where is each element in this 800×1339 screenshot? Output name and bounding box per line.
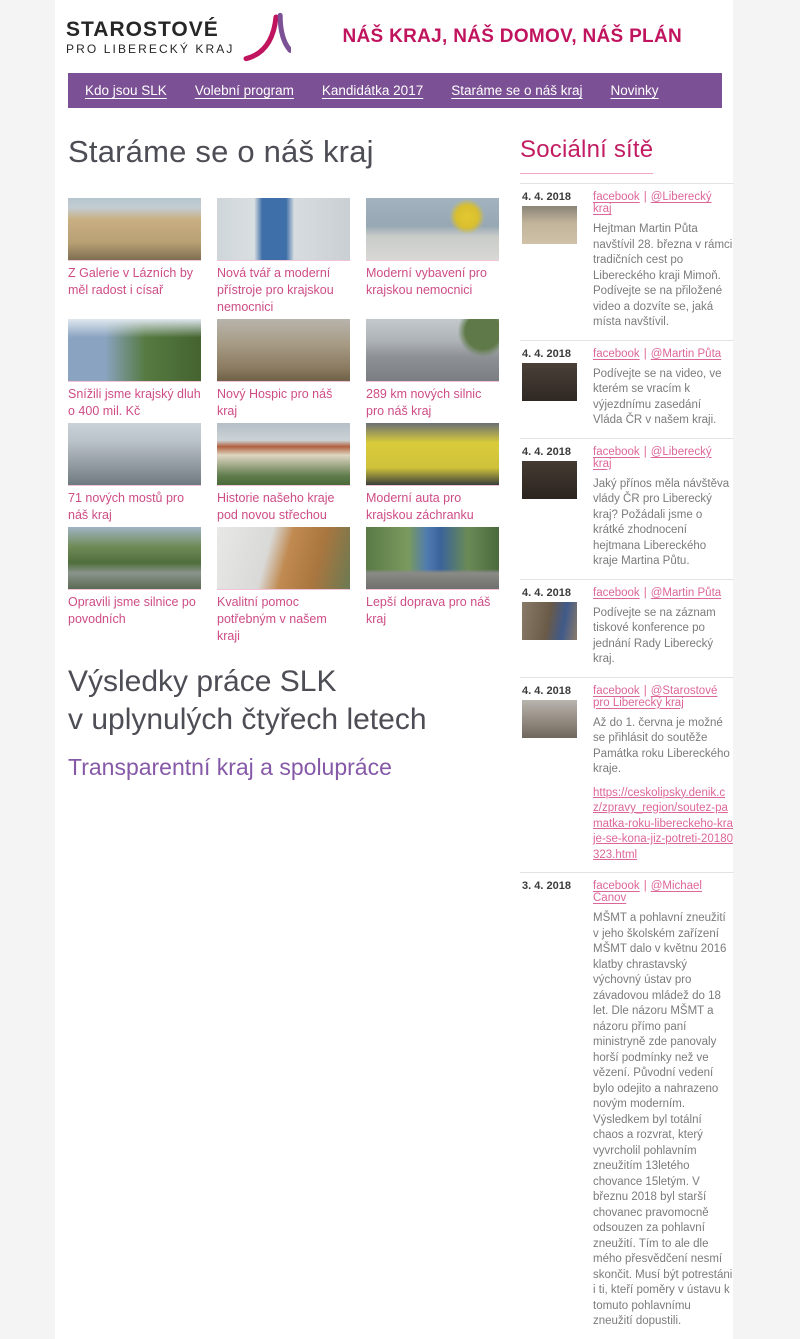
feed-post-text: MŠMT a pohlavní zneužití v jeho školském zařízení MŠMT dalo v květnu 2016 klatby chrastavský výchovný ústav pro závadovou mládež do 18 let. Dle názoru MŠMT a názoru přímo paní ministryně zde panovaly horší podmínky než ve vězení. Původní vedení bylo odejito a nahrazeno novým moderním. Výsledkem byl totální chaos a rozvrat, který vyvrcholil pohlavním zneužitím 13letého chovance 15letým. V březnu 2018 byl starší chovanec pravomocně odsouzen za pohlavní zneužití. Tím to ale dle mého přesvědčení nesmí skončit. Musí být potrestáni i ti, kteří poměry v ústavu k tomuto pohlavnímu zneužití dopustili.	[593, 912, 733, 1327]
separator: |	[643, 880, 647, 892]
feed-date-column	[522, 587, 586, 668]
feed-body	[593, 587, 733, 668]
site-header	[55, 0, 733, 73]
card-title[interactable]: Kvalitní pomoc potřebným v našem kraji	[217, 595, 327, 643]
social-sidebar	[520, 108, 733, 1339]
nav-item-novinky[interactable]: Novinky	[610, 83, 659, 98]
separator: |	[643, 684, 647, 697]
feed-item	[520, 579, 733, 677]
feed-date-column	[522, 348, 586, 429]
separator: |	[643, 445, 647, 458]
feed-source-links	[593, 446, 733, 470]
feed-post-text: Jaký přínos měla návštěva vlády ČR pro Liberecký kraj? Požádali jsme o krátké zhodnocení hejtmana Libereckého kraje Martina Půtu.	[593, 477, 730, 567]
card-mosty[interactable]	[68, 423, 201, 524]
results-heading	[68, 663, 500, 739]
card-doprava[interactable]	[366, 527, 499, 645]
feed-date-column	[522, 880, 586, 1330]
feed-date-column	[522, 685, 586, 864]
account-link[interactable]: @Liberecký kraj	[593, 191, 712, 215]
account-link[interactable]: @Michael Canov	[593, 880, 702, 904]
sidebar-heading: Sociální sítě	[520, 136, 653, 174]
card-title[interactable]: Moderní vybavení pro krajskou nemocnici	[366, 266, 487, 297]
results-subheading[interactable]: Transparentní kraj a spolupráce	[68, 754, 392, 780]
card-hospic[interactable]	[217, 319, 350, 420]
feed-article-link[interactable]: https://ceskolipsky.denik.cz/zpravy_region/soutez-pamatka-roku-libereckeho-kraje-se-kona-jiz-potreti-20180323.html	[593, 786, 733, 861]
photo-lazne-gallery-building[interactable]	[68, 198, 201, 261]
photo-hospice-building[interactable]	[217, 319, 350, 382]
card-nemocnice-vybaveni[interactable]	[366, 198, 499, 316]
feed-item	[520, 438, 733, 579]
separator: |	[643, 347, 647, 360]
facebook-link[interactable]: facebook	[593, 880, 640, 892]
card-title[interactable]: 71 nových mostů pro náš kraj	[68, 491, 185, 522]
feed-item	[520, 183, 733, 340]
facebook-link[interactable]: facebook	[593, 347, 640, 360]
feed-source-links	[593, 880, 733, 904]
logo-text	[66, 19, 235, 55]
feed-post-text: Až do 1. června je možné se přihlásit do soutěže Památka roku Libereckého kraje.	[593, 716, 730, 775]
feed-date-column	[522, 191, 586, 331]
feed-body	[593, 880, 733, 1330]
nav-item-kdo-jsou-slk[interactable]: Kdo jsou SLK	[85, 83, 167, 98]
facebook-link[interactable]: facebook	[593, 445, 640, 458]
facebook-link[interactable]: facebook	[593, 684, 640, 697]
account-link[interactable]: @Martin Půta	[650, 586, 722, 599]
feed-date: 4. 4. 2018	[522, 191, 571, 203]
photo-new-road[interactable]	[366, 319, 499, 382]
logo-subtitle: PRO LIBERECKÝ KRAJ	[66, 41, 235, 56]
feed-body	[593, 191, 733, 331]
feed-item	[520, 677, 733, 873]
card-title[interactable]: Nová tvář a moderní přístroje pro krajskou nemocnici	[217, 266, 334, 314]
main-area	[55, 108, 733, 1339]
results-heading-line2: v uplynulých čtyřech letech	[68, 703, 427, 736]
feed-date: 4. 4. 2018	[522, 586, 571, 599]
facebook-link[interactable]: facebook	[593, 191, 640, 203]
separator: |	[643, 191, 647, 203]
photo-video-still-man	[522, 461, 577, 499]
photo-blue-train[interactable]	[366, 527, 499, 590]
separator: |	[643, 586, 647, 599]
content-column	[68, 108, 500, 1339]
social-feed	[520, 183, 733, 1339]
nav-item-kandidatka-2017[interactable]: Kandidátka 2017	[321, 83, 424, 98]
photo-ambulances[interactable]	[366, 423, 499, 486]
feed-post-text: Hejtman Martin Půta navštívil 28. března v rámci tradičních cest po Libereckého kraji Mimoň. Podívejte se na přiložené video a dozvíte se, jaká místa navštívil.	[593, 223, 733, 328]
card-title[interactable]: Moderní auta pro krajskou záchranku	[366, 491, 474, 522]
card-silnice-289km[interactable]	[366, 319, 499, 420]
photo-office-building-trees[interactable]	[68, 319, 201, 382]
jested-mountain-logo-icon	[241, 10, 291, 64]
main-navigation	[68, 73, 722, 108]
photo-hospital-sign[interactable]	[217, 198, 350, 261]
page-title: Staráme se o náš kraj	[68, 134, 374, 169]
photo-castle-bridge[interactable]	[68, 527, 201, 590]
logo-title: STAROSTOVÉ	[66, 17, 219, 41]
photo-modern-wooden-house[interactable]	[217, 527, 350, 590]
feed-body	[593, 446, 733, 570]
card-title[interactable]: Nový Hospic pro náš kraj	[217, 387, 333, 418]
feed-date: 4. 4. 2018	[522, 445, 571, 458]
site-tagline: NÁŠ KRAJ, NÁŠ DOMOV, NÁŠ PLÁN	[342, 25, 682, 47]
card-zachranka[interactable]	[366, 423, 499, 524]
card-title[interactable]: Lepší doprava pro náš kraj	[366, 595, 491, 626]
card-galerie-lazne[interactable]	[68, 198, 201, 316]
feed-source-links	[593, 587, 733, 599]
photo-monastery-garden[interactable]	[217, 423, 350, 486]
feed-date-column	[522, 446, 586, 570]
feed-date: 3. 4. 2018	[522, 880, 571, 892]
card-pomoc-potrebnym[interactable]	[217, 527, 350, 645]
account-link[interactable]: @Liberecký kraj	[593, 445, 712, 470]
account-link[interactable]: @Starostové pro Liberecký kraj	[593, 684, 718, 709]
card-nemocnice-pristroje[interactable]	[217, 198, 350, 316]
card-title[interactable]: 289 km nových silnic pro náš kraj	[366, 387, 482, 418]
account-link[interactable]: @Martin Půta	[650, 347, 722, 360]
photo-helicopter-helipad[interactable]	[366, 198, 499, 261]
card-silnice-povodne[interactable]	[68, 527, 201, 645]
card-title[interactable]: Z Galerie v Lázních by měl radost i císař	[68, 266, 194, 297]
feed-body	[593, 685, 733, 864]
card-krajsky-dluh[interactable]	[68, 319, 201, 420]
photo-aerial-video-still	[522, 206, 577, 244]
card-title[interactable]: Snížili jsme krajský dluh o 400 mil. Kč	[68, 387, 201, 418]
site-logo[interactable]	[66, 10, 291, 64]
photo-meeting-room-flags	[522, 602, 577, 640]
facebook-link[interactable]: facebook	[593, 586, 640, 599]
results-heading-line1: Výsledky práce SLK	[68, 665, 337, 698]
feed-item	[520, 872, 733, 1339]
photo-bridge-river[interactable]	[68, 423, 201, 486]
feed-post-text: Podívejte se na záznam tiskové konference po jednání Rady Liberecký kraj.	[593, 606, 716, 665]
feed-item	[520, 340, 733, 438]
nav-item-starame-se[interactable]: Staráme se o náš kraj	[451, 83, 583, 98]
achievement-cards-grid	[68, 198, 500, 645]
page-container	[55, 0, 733, 1339]
feed-date: 4. 4. 2018	[522, 347, 571, 360]
feed-date: 4. 4. 2018	[522, 684, 571, 697]
photo-historic-building	[522, 700, 577, 738]
feed-post-text: Podívejte se na video, ve kterém se vracím k výjezdnímu zasedání Vláda ČR v našem kraji.	[593, 367, 722, 426]
card-title[interactable]: Historie našeho kraje pod novou střechou	[217, 491, 335, 522]
feed-body	[593, 348, 733, 429]
card-historie-strecha[interactable]	[217, 423, 350, 524]
feed-source-links	[593, 348, 733, 360]
feed-source-links	[593, 191, 733, 215]
feed-source-links	[593, 685, 733, 709]
card-title[interactable]: Opravili jsme silnice po povodních	[68, 595, 196, 626]
nav-item-volebni-program[interactable]: Volební program	[194, 83, 294, 98]
photo-video-still-man	[522, 363, 577, 401]
